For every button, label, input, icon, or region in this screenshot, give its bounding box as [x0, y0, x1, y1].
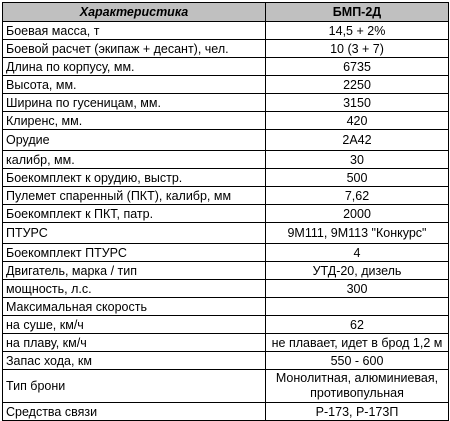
- value-cell: 4: [266, 244, 449, 262]
- table-row: [3, 334, 449, 352]
- header-row: [3, 3, 449, 22]
- value-cell: Р-173, Р-173П: [266, 403, 449, 421]
- table-row: [3, 280, 449, 298]
- param-cell: Ширина по гусеницам, мм.: [3, 94, 266, 112]
- table-row: [3, 58, 449, 76]
- value-cell: 550 - 600: [266, 352, 449, 370]
- table-row: [3, 22, 449, 40]
- param-cell: калибр, мм.: [3, 151, 266, 169]
- value-cell: УТД-20, дизель: [266, 262, 449, 280]
- table-row: [3, 403, 449, 421]
- param-cell: на суше, км/ч: [3, 316, 266, 334]
- value-cell: 30: [266, 151, 449, 169]
- param-cell: Запас хода, км: [3, 352, 266, 370]
- value-cell: 2000: [266, 205, 449, 223]
- value-cell: 62: [266, 316, 449, 334]
- value-cell: 7,62: [266, 187, 449, 205]
- param-cell: Средства связи: [3, 403, 266, 421]
- param-cell: мощность, л.с.: [3, 280, 266, 298]
- table-row: [3, 187, 449, 205]
- header-model: БМП-2Д: [266, 3, 449, 22]
- param-cell: Двигатель, марка / тип: [3, 262, 266, 280]
- param-cell: Длина по корпусу, мм.: [3, 58, 266, 76]
- table-row: [3, 169, 449, 187]
- param-cell: Боевой расчет (экипаж + десант), чел.: [3, 40, 266, 58]
- param-cell: ПТУРС: [3, 223, 266, 244]
- table-row: [3, 112, 449, 130]
- value-cell: 14,5 + 2%: [266, 22, 449, 40]
- value-cell: 3150: [266, 94, 449, 112]
- header-characteristic: Характеристика: [3, 3, 266, 22]
- value-cell: не плавает, идет в брод 1,2 м: [266, 334, 449, 352]
- param-cell: Орудие: [3, 130, 266, 151]
- table-row: [3, 76, 449, 94]
- table-row: [3, 151, 449, 169]
- param-cell: Максимальная скорость: [3, 298, 266, 316]
- table-row: [3, 352, 449, 370]
- table-row: [3, 223, 449, 244]
- specs-table: [2, 2, 449, 421]
- param-cell: на плаву, км/ч: [3, 334, 266, 352]
- table-row: [3, 205, 449, 223]
- value-cell: 6735: [266, 58, 449, 76]
- table-row: [3, 40, 449, 58]
- value-cell: [266, 298, 449, 316]
- param-cell: Тип брони: [3, 370, 266, 403]
- value-cell: 2250: [266, 76, 449, 94]
- value-cell: 300: [266, 280, 449, 298]
- value-line: Монолитная, алюминиевая,: [275, 371, 439, 385]
- table-row: [3, 298, 449, 316]
- param-cell: Клиренс, мм.: [3, 112, 266, 130]
- param-cell: Пулемет спаренный (ПКТ), калибр, мм: [3, 187, 266, 205]
- value-cell: 420: [266, 112, 449, 130]
- table-row: [3, 262, 449, 280]
- param-cell: Высота, мм.: [3, 76, 266, 94]
- value-cell: 10 (3 + 7): [266, 40, 449, 58]
- table-row: [3, 370, 449, 403]
- table-row: [3, 130, 449, 151]
- value-cell: 2А42: [266, 130, 449, 151]
- specs-body: [3, 22, 449, 421]
- param-cell: Боекомплект ПТУРС: [3, 244, 266, 262]
- value-cell: [266, 370, 449, 403]
- param-cell: Боевая масса, т: [3, 22, 266, 40]
- table-row: [3, 316, 449, 334]
- param-cell: Боекомплект к орудию, выстр.: [3, 169, 266, 187]
- value-cell: 9М111, 9М113 "Конкурс": [266, 223, 449, 244]
- table-row: [3, 244, 449, 262]
- table-row: [3, 94, 449, 112]
- param-cell: Боекомплект к ПКТ, патр.: [3, 205, 266, 223]
- value-cell: 500: [266, 169, 449, 187]
- value-line: противопульная: [310, 386, 404, 400]
